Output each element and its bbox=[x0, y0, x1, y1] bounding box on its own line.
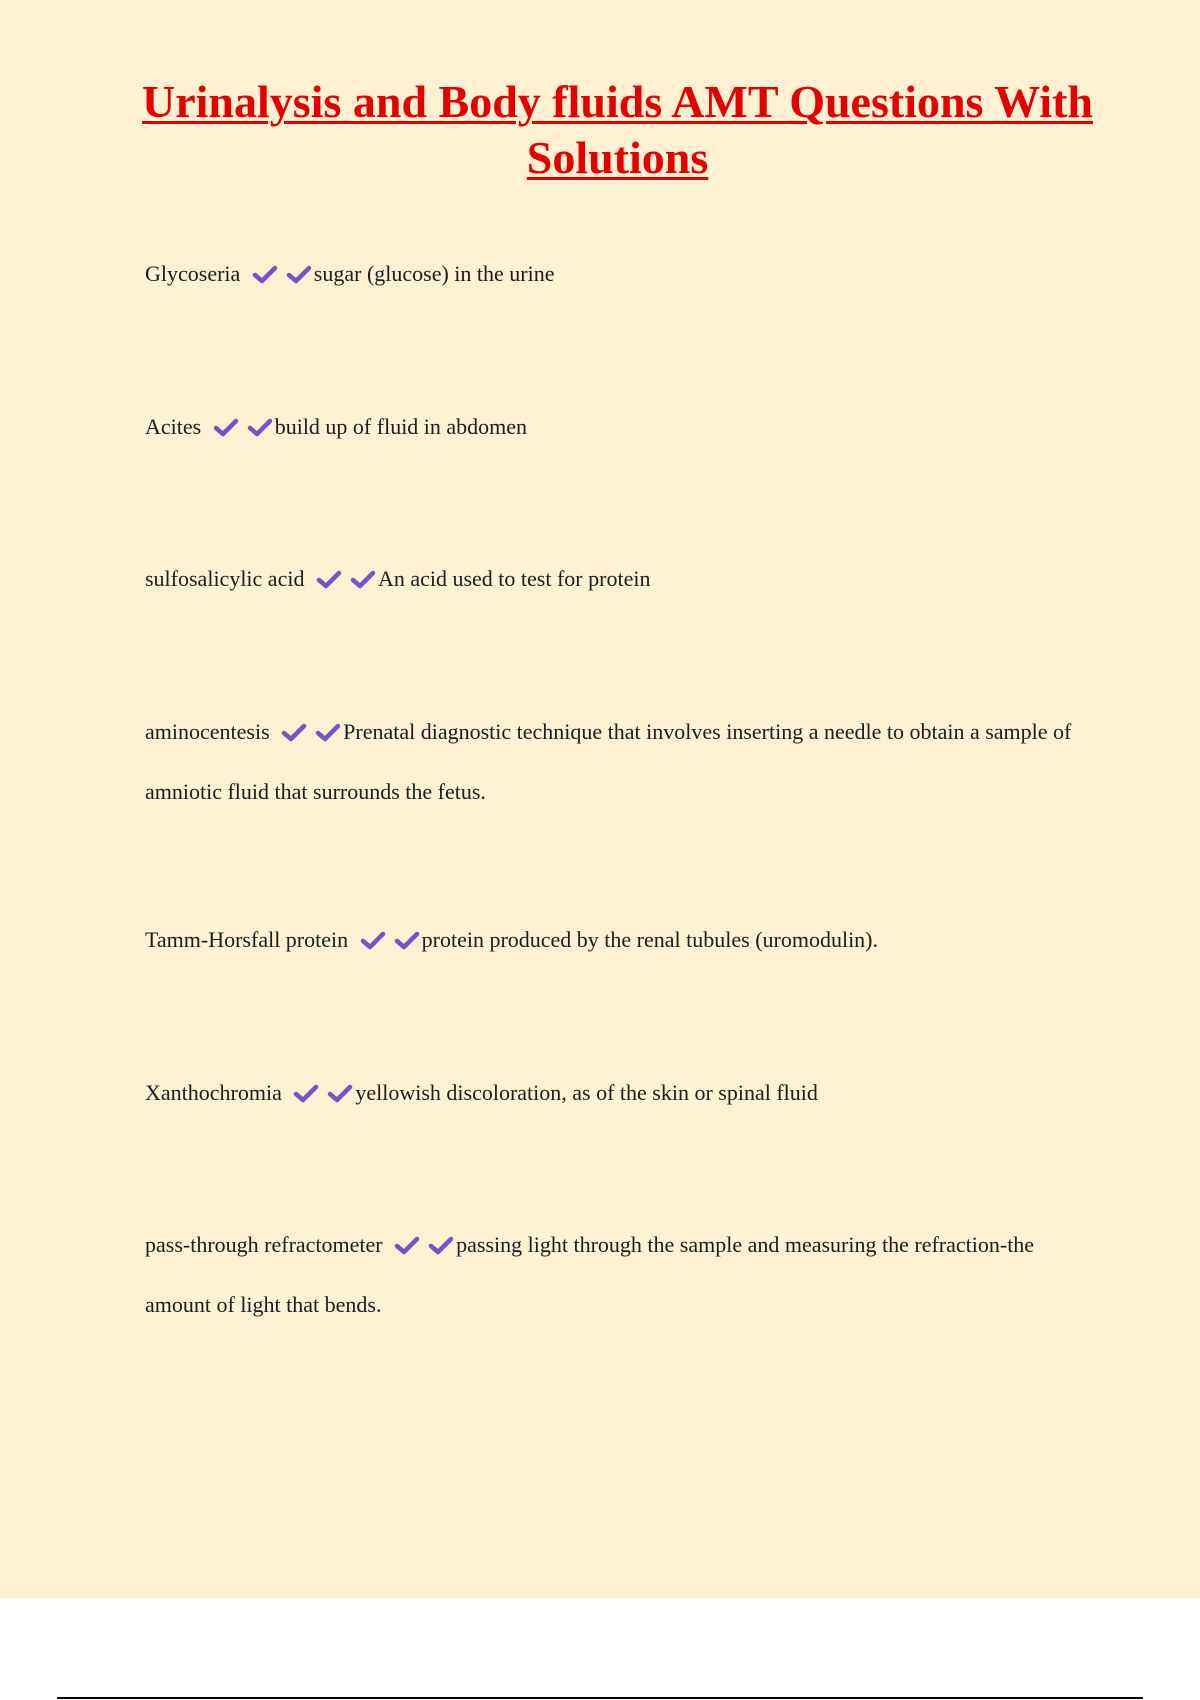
qa-entry bbox=[145, 1215, 1095, 1335]
entry-term: aminocentesis bbox=[145, 719, 270, 744]
checkmark-icon bbox=[350, 569, 376, 589]
entry-definition: yellowish discoloration, as of the skin or spinal fluid bbox=[355, 1080, 818, 1105]
qa-entry bbox=[145, 549, 1095, 609]
entry-term: Glycoseria bbox=[145, 261, 241, 286]
entry-term: Xanthochromia bbox=[145, 1080, 282, 1105]
document-title: Urinalysis and Body fluids AMT Questions With Solutions bbox=[142, 76, 1093, 183]
entry-definition: Prenatal diagnostic technique that involves inserting a needle to obtain a sample of amniotic fluid that surrounds the fetus. bbox=[145, 719, 1072, 804]
entry-term: Acites bbox=[145, 414, 202, 439]
qa-entry bbox=[145, 397, 1095, 457]
entry-term: pass-through refractometer bbox=[145, 1232, 383, 1257]
entry-term: sulfosalicylic acid bbox=[145, 566, 305, 591]
checkmark-icon bbox=[247, 417, 273, 437]
checkmark-icon bbox=[327, 1083, 353, 1103]
checkmark-icon bbox=[394, 1235, 420, 1255]
checkmark-icon bbox=[293, 1083, 319, 1103]
entry-definition: sugar (glucose) in the urine bbox=[313, 261, 555, 286]
qa-entry bbox=[145, 910, 1095, 970]
checkmark-icon bbox=[286, 264, 312, 284]
entry-term: Tamm-Horsfall protein bbox=[145, 927, 349, 952]
checkmark-icon bbox=[315, 722, 341, 742]
checkmark-icon bbox=[428, 1235, 454, 1255]
checkmark-icon bbox=[360, 930, 386, 950]
checkmark-icon bbox=[316, 569, 342, 589]
qa-entry bbox=[145, 244, 1095, 304]
checkmark-icon bbox=[394, 930, 420, 950]
footer-divider bbox=[57, 1697, 1143, 1699]
entry-definition: passing light through the sample and measuring the refraction-the amount of light that bends. bbox=[145, 1232, 1035, 1317]
checkmark-icon bbox=[252, 264, 278, 284]
checkmark-icon bbox=[213, 417, 239, 437]
qa-entry bbox=[145, 702, 1095, 822]
qa-entry bbox=[145, 1063, 1095, 1123]
entry-definition: An acid used to test for protein bbox=[377, 566, 651, 591]
entry-definition: build up of fluid in abdomen bbox=[274, 414, 528, 439]
checkmark-icon bbox=[281, 722, 307, 742]
entry-definition: protein produced by the renal tubules (uromodulin). bbox=[421, 927, 879, 952]
